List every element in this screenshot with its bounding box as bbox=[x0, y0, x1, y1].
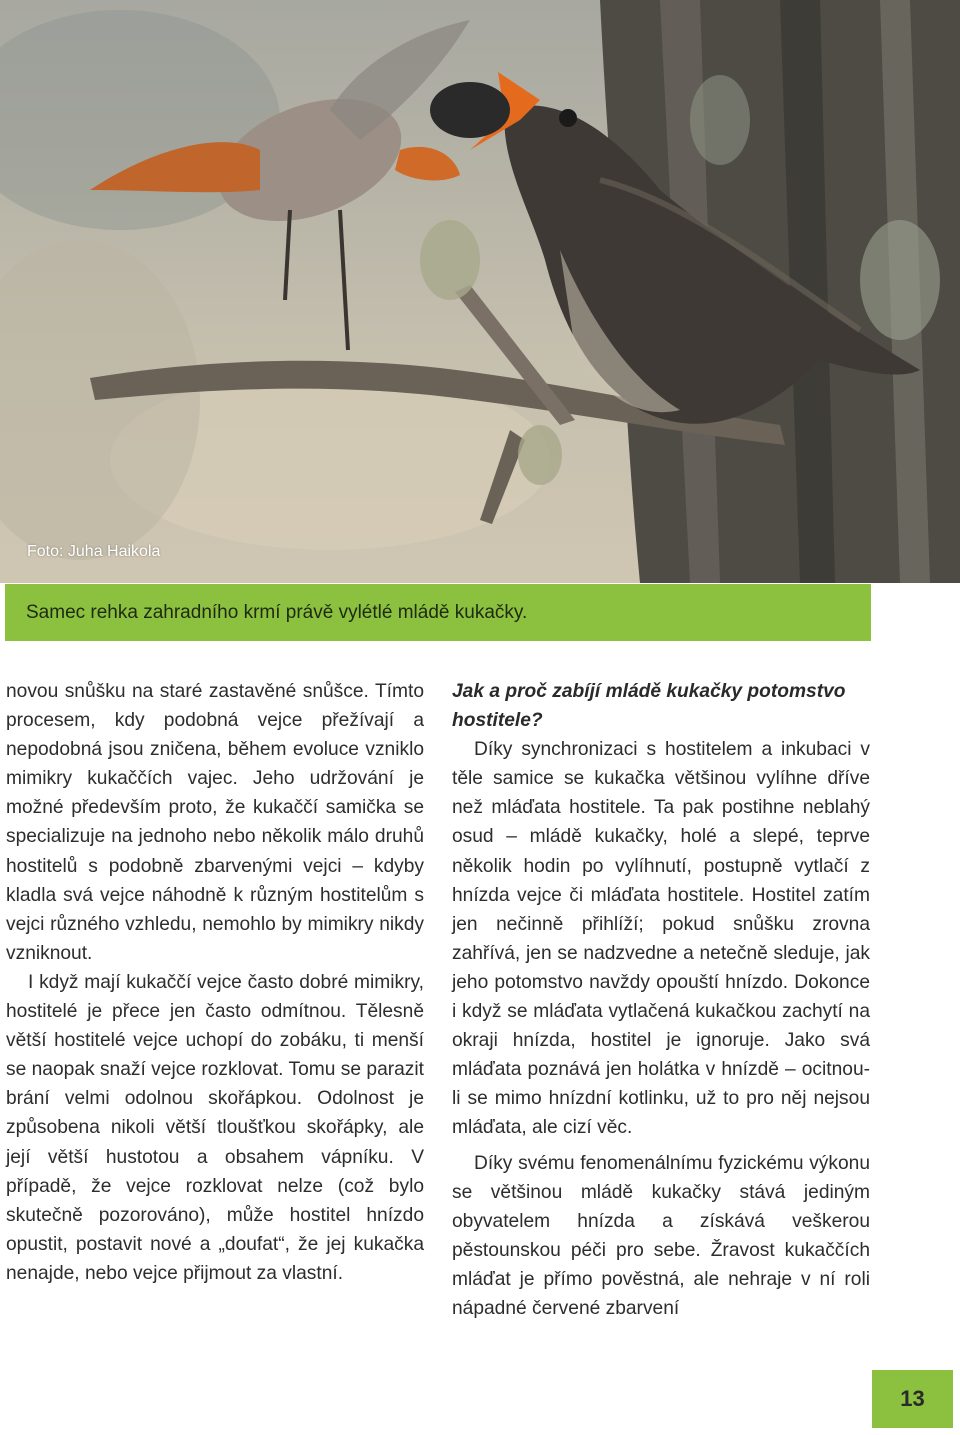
page-number-badge bbox=[872, 1370, 953, 1428]
right-paragraph-1: Díky synchronizaci s hostitelem a inkubaci v těle samice se kukačka většinou vylíhne dříve než mláďata hostitele. Ta pak postihne neblahý osud – mládě kukačky, holé a slepé, teprve několik hodin po vylíhnutí, postupně vytlačí z hnízda vejce či mláďata hostitele. Hostitel zatím jen nečinně přihlíží; pokud snůšku zrovna zahřívá, jen se nadzvedne a netečně sleduje, jak jeho potomstvo navždy opouští hnízdo. Dokonce i když se mláďata vytlačená kukačkou zachytí na okraji hnízda, hostitel je ignoruje. Jako svá mláďata poznává jen holátka v hnízdě – ocitnou-li se mimo hnízdní kotlinku, už to pro něj nejsou mláďata, ale cizí věc. bbox=[452, 739, 870, 1139]
page-number: 13 bbox=[900, 1386, 925, 1411]
photo-caption-bar bbox=[5, 584, 871, 641]
bird-illustration bbox=[0, 0, 960, 583]
right-text-column bbox=[452, 677, 870, 1323]
section-heading: Jak a proč zabíjí mládě kukačky potomstvo hostitele? bbox=[452, 681, 846, 732]
left-paragraph-2: I když mají kukaččí vejce často dobré mimikry, hostitelé je přece jen často odmítnou. Tělesně větší hostitelé vejce uchopí do zobáku, ti menší se naopak snaží vejce rozklovat. Tomu se parazit brání velmi odolnou skořápkou. Odolnost je způsobena nikoli větší tloušťkou skořápky, ale její větší hustotou a obsahem vápníku. V případě, že vejce rozklovat nelze (což bylo skutečně pozorováno), může hostitel hnízdo opustit, postavit nové a „doufat“, že jej kukačka nenajde, nebo vejce přijmout za vlastní. bbox=[6, 971, 424, 1284]
left-paragraph-1: novou snůšku na staré zastavěné snůšce. Tímto procesem, kdy podobná vejce přežívají a nepodobná jsou zničena, během evoluce vzniklo mimikry kukaččích vajec. Jeho udržování je možné především proto, že kukaččí samička se specializuje na jednoho nebo několik málo druhů hostitelů s podobně zbarvenými vejci – kdyby kladla svá vejce náhodně k různým hostitelům s vejci různého vzhledu, nemohlo by mimikry nikdy vzniknout. bbox=[6, 681, 424, 964]
photo-credit: Foto: Juha Haikola bbox=[27, 543, 161, 560]
photo-caption: Samec rehka zahradního krmí právě vylétlé mládě kukačky. bbox=[26, 602, 528, 623]
left-text-column bbox=[6, 677, 424, 1288]
photo-redstart-feeding-cuckoo bbox=[0, 0, 960, 583]
right-paragraph-2: Díky svému fenomenálnímu fyzickému výkonu se většinou mládě kukačky stává jediným obyvatelem hnízda a získává veškerou pěstounskou péči pro sebe. Žravost kukaččích mláďat je přímo pověstná, ale nehraje v ní roli nápadné červené zbarvení bbox=[452, 1152, 870, 1319]
